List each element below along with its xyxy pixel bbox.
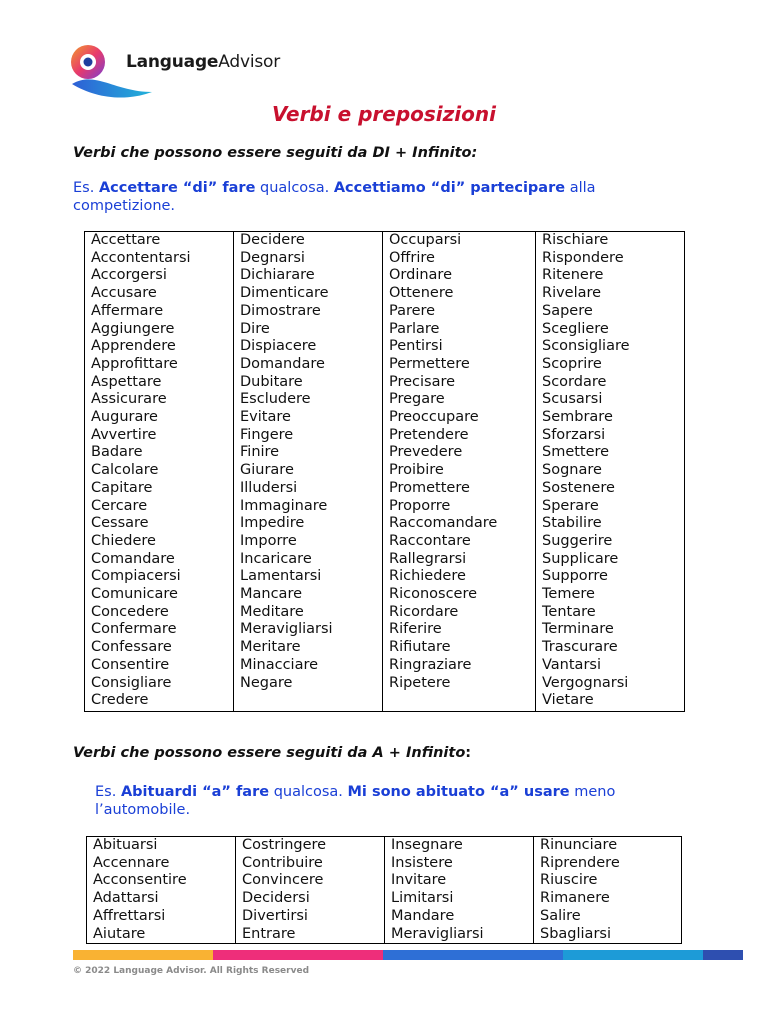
example2-phrase1: Abituardi “a” fare	[120, 784, 270, 800]
verb-item: Limitarsi	[391, 890, 454, 907]
verb-item: Badare	[91, 444, 143, 461]
example2-prefix: Es.	[95, 784, 117, 800]
verb-item: Prevedere	[389, 444, 463, 461]
verb-item: Accusare	[91, 285, 157, 302]
verb-item: Confessare	[91, 639, 172, 656]
verb-item: Scordare	[542, 373, 607, 390]
verb-item: Sembrare	[542, 409, 613, 426]
example1-text1: qualcosa.	[260, 180, 330, 196]
verb-item: Proporre	[389, 497, 451, 514]
verb-item: Riferire	[389, 621, 442, 638]
di-col-2	[234, 232, 383, 712]
verb-item: Negare	[240, 674, 293, 691]
verb-item: Proibire	[389, 462, 444, 479]
verb-item: Meditare	[240, 603, 304, 620]
verb-item: Comunicare	[91, 586, 178, 603]
verb-item: Avvertire	[91, 426, 157, 443]
verb-item: Parlare	[389, 320, 440, 337]
verb-item: Aggiungere	[91, 320, 175, 337]
section1-example	[73, 179, 673, 215]
verb-item: Ottenere	[389, 285, 454, 302]
verb-item: Entrare	[242, 925, 296, 942]
verb-item: Fingere	[240, 426, 294, 443]
verb-item: Sostenere	[542, 479, 615, 496]
verb-item: Augurare	[91, 409, 158, 426]
footer-color-bar	[73, 950, 743, 960]
verb-item: Mancare	[240, 586, 303, 603]
verb-item: Stabilire	[542, 515, 602, 532]
verb-item: Apprendere	[91, 338, 176, 355]
verb-item: Meravigliarsi	[240, 621, 333, 638]
verb-item: Dire	[240, 320, 270, 337]
di-verbs-table	[84, 231, 685, 712]
verb-item: Rivelare	[542, 285, 602, 302]
verb-item: Raccomandare	[389, 515, 498, 532]
verb-item: Offrire	[389, 249, 435, 266]
verb-item: Scoprire	[542, 355, 602, 372]
verb-item: Adattarsi	[93, 890, 159, 907]
verb-item: Consigliare	[91, 674, 172, 691]
footer-bar-segment	[213, 950, 383, 960]
example1-text3: competizione.	[73, 198, 176, 214]
verb-item: Trascurare	[542, 639, 618, 656]
verb-item: Riuscire	[540, 872, 598, 889]
verb-item: Degnarsi	[240, 249, 305, 266]
verb-item: Sforzarsi	[542, 426, 606, 443]
verb-item: Salire	[540, 907, 581, 924]
verb-item: Invitare	[391, 872, 447, 889]
verb-item: Vergognarsi	[542, 674, 629, 691]
verb-item: Affermare	[91, 302, 164, 319]
verb-item: Incaricare	[240, 550, 312, 567]
verb-item: Ricordare	[389, 603, 459, 620]
language-advisor-logo-icon	[70, 40, 270, 104]
verb-item: Finire	[240, 444, 280, 461]
verb-item: Pregare	[389, 391, 445, 408]
verb-item: Compiacersi	[91, 568, 181, 585]
verb-item: Lamentarsi	[240, 568, 322, 585]
a-col-3	[385, 837, 534, 944]
verb-item: Dubitare	[240, 373, 303, 390]
section1-heading: Verbi che possono essere seguiti da DI + Infinito:	[73, 145, 478, 161]
verb-item: Parere	[389, 302, 436, 319]
verb-item: Domandare	[240, 355, 325, 372]
example1-phrase2: Accettiamo “di” partecipare	[333, 180, 566, 196]
a-col-4	[534, 837, 682, 944]
verb-item: Impedire	[240, 515, 305, 532]
verb-item: Aiutare	[93, 925, 146, 942]
verb-item: Imporre	[240, 532, 297, 549]
verb-item: Consentire	[91, 656, 170, 673]
verb-item: Accennare	[93, 854, 170, 871]
verb-item: Costringere	[242, 837, 327, 853]
verb-item: Sbagliarsi	[540, 925, 611, 942]
table-row	[85, 232, 685, 712]
verb-item: Smettere	[542, 444, 610, 461]
verb-item: Tentare	[542, 603, 596, 620]
verb-item: Calcolare	[91, 462, 159, 479]
verb-item: Rallegrarsi	[389, 550, 467, 567]
verb-item: Dimenticare	[240, 285, 329, 302]
verb-item: Sperare	[542, 497, 599, 514]
section2-heading	[73, 745, 471, 761]
example1-phrase1: Accettare “di” fare	[98, 180, 256, 196]
verb-item: Raccontare	[389, 532, 471, 549]
verb-item: Meravigliarsi	[391, 925, 484, 942]
verb-item: Confermare	[91, 621, 177, 638]
verb-item: Escludere	[240, 391, 311, 408]
verb-item: Affrettarsi	[93, 907, 166, 924]
verb-item: Insistere	[391, 854, 453, 871]
verb-item: Rifiutare	[389, 639, 451, 656]
verb-item: Pentirsi	[389, 338, 443, 355]
verb-item: Permettere	[389, 355, 470, 372]
verb-item: Contribuire	[242, 854, 323, 871]
verb-item: Precisare	[389, 373, 456, 390]
verb-item: Temere	[542, 586, 595, 603]
verb-item: Accettare	[91, 232, 161, 248]
verb-item: Vietare	[542, 692, 594, 709]
example1-text2: alla	[569, 180, 596, 196]
verb-item: Meritare	[240, 639, 301, 656]
verb-item: Ordinare	[389, 267, 452, 284]
verb-item: Decidersi	[242, 890, 310, 907]
verb-item: Dimostrare	[240, 302, 321, 319]
verb-item: Terminare	[542, 621, 614, 638]
brand-name	[126, 52, 280, 72]
section2-example	[95, 783, 695, 819]
verb-item: Mandare	[391, 907, 455, 924]
a-col-2	[236, 837, 385, 944]
verb-item: Giurare	[240, 462, 294, 479]
verb-item: Promettere	[389, 479, 470, 496]
verb-item: Occuparsi	[389, 232, 462, 248]
di-col-1	[85, 232, 234, 712]
di-col-3	[383, 232, 536, 712]
footer-bar-segment	[563, 950, 703, 960]
footer-bar-segment	[73, 950, 213, 960]
copyright-text: © 2022 Language Advisor. All Rights Reserved	[73, 966, 310, 976]
verb-item: Suggerire	[542, 532, 613, 549]
verb-item: Scusarsi	[542, 391, 603, 408]
verb-item: Supplicare	[542, 550, 619, 567]
verb-item: Pretendere	[389, 426, 469, 443]
page-title: Verbi e preposizioni	[271, 102, 496, 126]
verb-item: Cessare	[91, 515, 149, 532]
verb-item: Capitare	[91, 479, 153, 496]
verb-item: Cercare	[91, 497, 148, 514]
footer-bar-segment	[703, 950, 743, 960]
verb-item: Rispondere	[542, 249, 624, 266]
verb-item: Rimanere	[540, 890, 610, 907]
verb-item: Rischiare	[542, 232, 609, 248]
brand-name-light: Advisor	[218, 52, 281, 72]
section2-heading-text: Verbi che possono essere seguiti da A + Infinito	[73, 745, 466, 761]
verb-item: Comandare	[91, 550, 175, 567]
verb-item: Immaginare	[240, 497, 328, 514]
table-row	[87, 837, 682, 944]
di-col-4	[536, 232, 685, 712]
verb-item: Dispiacere	[240, 338, 317, 355]
verb-item: Vantarsi	[542, 656, 601, 673]
verb-item: Chiedere	[91, 532, 156, 549]
example2-text2: meno	[574, 784, 616, 800]
verb-item: Minacciare	[240, 656, 319, 673]
verb-item: Scegliere	[542, 320, 609, 337]
verb-item: Sapere	[542, 302, 593, 319]
verb-item: Evitare	[240, 409, 291, 426]
verb-item: Accontentarsi	[91, 249, 191, 266]
a-verbs-table	[86, 836, 682, 944]
verb-item: Concedere	[91, 603, 169, 620]
verb-item: Abituarsi	[93, 837, 158, 853]
verb-item: Insegnare	[391, 837, 463, 853]
verb-item: Approfittare	[91, 355, 178, 372]
verb-item: Rinunciare	[540, 837, 618, 853]
verb-item: Riconoscere	[389, 586, 478, 603]
verb-item: Assicurare	[91, 391, 167, 408]
verb-item: Credere	[91, 692, 149, 709]
verb-item: Decidere	[240, 232, 305, 248]
section2-heading-colon: :	[465, 745, 472, 761]
verb-item: Preoccupare	[389, 409, 479, 426]
example2-text1: qualcosa.	[273, 784, 343, 800]
a-col-1	[87, 837, 236, 944]
verb-item: Riprendere	[540, 854, 620, 871]
verb-item: Ritenere	[542, 267, 604, 284]
verb-item: Convincere	[242, 872, 324, 889]
verb-item: Sconsigliare	[542, 338, 630, 355]
brand-name-bold: Language	[126, 52, 219, 72]
verb-item: Ringraziare	[389, 656, 472, 673]
verb-item: Divertirsi	[242, 907, 308, 924]
example2-phrase2: Mi sono abituato “a” usare	[347, 784, 570, 800]
verb-item: Illudersi	[240, 479, 298, 496]
verb-item: Sognare	[542, 462, 602, 479]
verb-item: Richiedere	[389, 568, 466, 585]
verb-item: Aspettare	[91, 373, 162, 390]
example1-prefix: Es.	[73, 180, 95, 196]
verb-item: Acconsentire	[93, 872, 187, 889]
verb-item: Dichiarare	[240, 267, 315, 284]
example2-text3: l’automobile.	[95, 802, 191, 818]
verb-item: Accorgersi	[91, 267, 167, 284]
footer-bar-segment	[383, 950, 563, 960]
verb-item: Ripetere	[389, 674, 451, 691]
verb-item: Supporre	[542, 568, 608, 585]
